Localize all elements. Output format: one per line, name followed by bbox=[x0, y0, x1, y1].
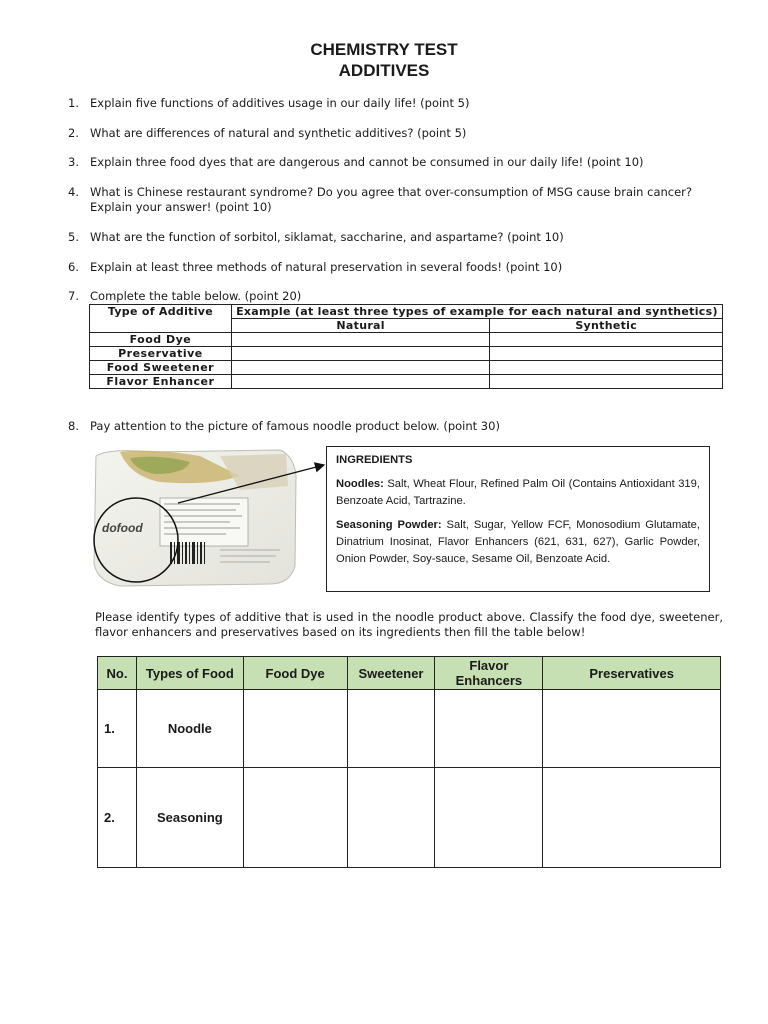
question-5 bbox=[68, 230, 718, 245]
row-number: 1. bbox=[98, 690, 137, 768]
question-8 bbox=[68, 419, 718, 434]
question-text: Explain five functions of additives usage in our daily life! (point 5) bbox=[90, 96, 470, 110]
cell-synthetic-flavor-enhancer[interactable] bbox=[490, 375, 723, 389]
seasoning-label: Seasoning Powder: bbox=[336, 519, 442, 531]
cell-synthetic-food-sweetener[interactable] bbox=[490, 361, 723, 375]
cell-natural-flavor-enhancer[interactable] bbox=[231, 375, 490, 389]
question-text: What are the function of sorbitol, siklamat, saccharine, and aspartame? (point 10) bbox=[90, 230, 564, 244]
row-label-flavor-enhancer: Flavor Enhancer bbox=[90, 375, 232, 389]
seasoning-text: Salt, Sugar, Yellow FCF, Monosodium Glutamate, Dinatrium Inosinat, Flavor Enhancers (621, 631, 627), Garlic Powder, Onion Powder, Soy-sauce, Sesame Oil, Benzoate Acid. bbox=[336, 519, 700, 565]
question-text: Complete the table below. (point 20) bbox=[90, 289, 302, 303]
question-6 bbox=[68, 260, 718, 275]
header-no: No. bbox=[98, 657, 137, 690]
question-number: 1. bbox=[68, 96, 79, 110]
question-7 bbox=[68, 289, 718, 304]
row-label-preservative: Preservative bbox=[90, 347, 232, 361]
page-title: CHEMISTRY TEST bbox=[310, 40, 458, 59]
question-3 bbox=[68, 155, 718, 170]
cell-noodle-sweetener[interactable] bbox=[347, 690, 435, 768]
question-text: What are differences of natural and synthetic additives? (point 5) bbox=[90, 126, 467, 140]
cell-synthetic-food-dye[interactable] bbox=[490, 333, 723, 347]
header-flavor-enhancers: Flavor Enhancers bbox=[435, 657, 543, 690]
additive-table bbox=[89, 304, 723, 389]
ingredients-seasoning bbox=[336, 517, 700, 568]
ingredients-noodles bbox=[336, 476, 700, 510]
cell-natural-food-dye[interactable] bbox=[231, 333, 490, 347]
question-number: 6. bbox=[68, 260, 79, 274]
cell-seasoning-food-dye[interactable] bbox=[243, 768, 347, 868]
instruction-text: Please identify types of additive that is used in the noodle product above. Classify the food dye, sweetener, flavor enhancers and preservatives based on its ingredients then fill the table below! bbox=[95, 610, 723, 639]
question-number: 5. bbox=[68, 230, 79, 244]
question-number: 4. bbox=[68, 185, 79, 199]
question-number: 7. bbox=[68, 289, 79, 303]
header-types-of-food: Types of Food bbox=[136, 657, 243, 690]
question-text: What is Chinese restaurant syndrome? Do you agree that over-consumption of MSG cause brain cancer? Explain your answer! (point 10) bbox=[90, 185, 693, 214]
header-example: Example (at least three types of example for each natural and synthetics) bbox=[231, 305, 722, 319]
header-sweetener: Sweetener bbox=[347, 657, 435, 690]
row-label-food-dye: Food Dye bbox=[90, 333, 232, 347]
cell-noodle-food-dye[interactable] bbox=[243, 690, 347, 768]
header-natural: Natural bbox=[231, 319, 490, 333]
question-text: Explain at least three methods of natural preservation in several foods! (point 10) bbox=[90, 260, 563, 274]
header-preservatives: Preservatives bbox=[543, 657, 721, 690]
food-type-seasoning: Seasoning bbox=[136, 768, 243, 868]
row-label-food-sweetener: Food Sweetener bbox=[90, 361, 232, 375]
cell-synthetic-preservative[interactable] bbox=[490, 347, 723, 361]
question-4 bbox=[68, 185, 718, 215]
cell-natural-preservative[interactable] bbox=[231, 347, 490, 361]
ingredients-box bbox=[326, 446, 710, 592]
question-number: 3. bbox=[68, 155, 79, 169]
noodle-package-image bbox=[90, 446, 298, 588]
cell-natural-food-sweetener[interactable] bbox=[231, 361, 490, 375]
cell-seasoning-preservatives[interactable] bbox=[543, 768, 721, 868]
noodles-text: Salt, Wheat Flour, Refined Palm Oil (Contains Antioxidant 319, Benzoate Acid, Tartrazine. bbox=[336, 478, 700, 507]
noodles-label: Noodles: bbox=[336, 478, 384, 490]
question-1 bbox=[68, 96, 718, 111]
cell-noodle-preservatives[interactable] bbox=[543, 690, 721, 768]
cell-seasoning-sweetener[interactable] bbox=[347, 768, 435, 868]
cell-noodle-flavor-enhancers[interactable] bbox=[435, 690, 543, 768]
header-type-of-additive: Type of Additive bbox=[90, 305, 232, 333]
question-number: 8. bbox=[68, 419, 79, 433]
header-food-dye: Food Dye bbox=[243, 657, 347, 690]
brand-logo: dofood bbox=[102, 521, 143, 535]
question-text: Explain three food dyes that are dangerous and cannot be consumed in our daily life! (point 10) bbox=[90, 155, 644, 169]
ingredients-heading: INGREDIENTS bbox=[336, 454, 413, 466]
question-2 bbox=[68, 126, 718, 141]
question-text: Pay attention to the picture of famous noodle product below. (point 30) bbox=[90, 419, 500, 433]
row-number: 2. bbox=[98, 768, 137, 868]
food-type-noodle: Noodle bbox=[136, 690, 243, 768]
page-subtitle: ADDITIVES bbox=[338, 61, 430, 80]
question-number: 2. bbox=[68, 126, 79, 140]
cell-seasoning-flavor-enhancers[interactable] bbox=[435, 768, 543, 868]
classification-table bbox=[97, 656, 721, 868]
header-synthetic: Synthetic bbox=[490, 319, 723, 333]
